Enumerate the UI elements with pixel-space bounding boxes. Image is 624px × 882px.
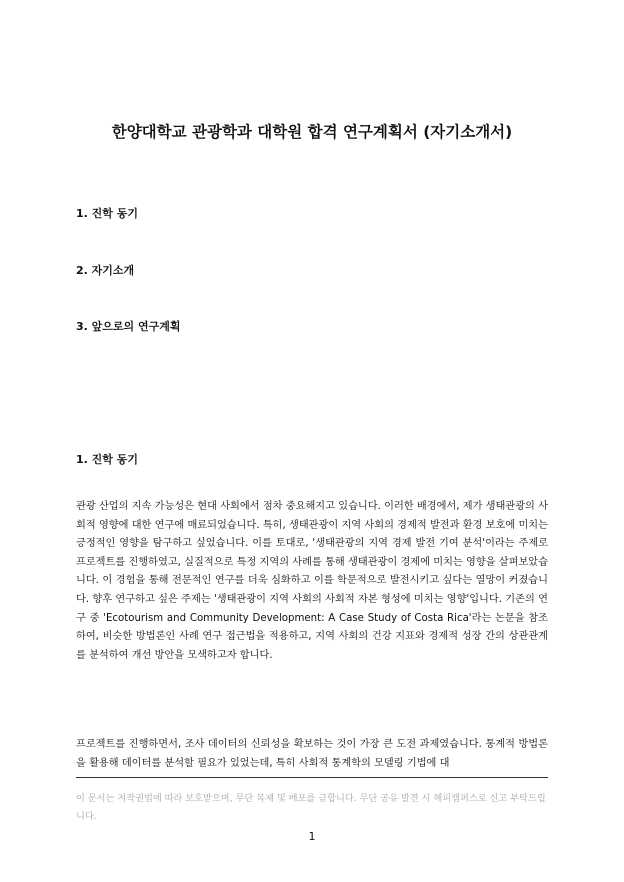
copyright-notice: 이 문서는 저작권법에 따라 보호받으며, 무단 복제 및 배포를 금합니다. 무단 공유 발견 시 해피캠퍼스로 신고 부탁드립니다. bbox=[76, 793, 546, 822]
section-heading: 1. 진학 동기 bbox=[76, 453, 138, 466]
footer-divider bbox=[76, 777, 548, 778]
page-number: 1 bbox=[308, 830, 316, 843]
document-title: 한양대학교 관광학과 대학원 합격 연구계획서 (자기소개서) bbox=[111, 123, 513, 141]
toc-item-research-plan: 3. 앞으로의 연구계획 bbox=[76, 320, 181, 333]
body-paragraph: 관광 산업의 지속 가능성은 현대 사회에서 점차 중요해지고 있습니다. 이러한 배경에서, 제가 생태관광의 사회적 영향에 대한 연구에 매료되었습니다. 특히, 생태관광이 지역 사회의 경제적 발전과 환경 보호에 미치는 긍정적인 영향을 탐구하고 싶었습니다. 이를 토대로, '생태관광의 지역 경제 발전 기여 분석'이라는 주제로 프로젝트를 진행하였고, 실질적으로 특정 지역의 사례를 통해 생태관광이 경제에 미치는 영향을 살펴보았습니다. 이 경험을 통해 전문적인 연구를 더욱 심화하고 이를 학문적으로 발전시키고 싶다는 열망이 커졌습니다. 향후 연구하고 싶은 주제는 '생태관광이 지역 사회의 사회적 자본 형성에 미치는 영향'입니다. 기존의 연구 중 'Ecotourism and Community Development: A Case Study of Costa Rica'라는 논문을 참조하여, 비슷한 방법론인 사례 연구 접근법을 적용하고, 지역 사회의 건강 지표와 경제적 성장 간의 상관관계를 분석하여 개선 방안을 모색하고자 합니다. bbox=[76, 501, 548, 661]
toc-item-motivation: 1. 진학 동기 bbox=[76, 207, 138, 220]
body-paragraph: 프로젝트를 진행하면서, 조사 데이터의 신뢰성을 확보하는 것이 가장 큰 도전 과제였습니다. 통계적 방법론을 활용해 데이터를 분석할 필요가 있었는데, 특히 사회적 통계학의 모델링 기법에 대 bbox=[76, 739, 548, 769]
toc-item-self-introduction: 2. 자기소개 bbox=[76, 264, 135, 277]
